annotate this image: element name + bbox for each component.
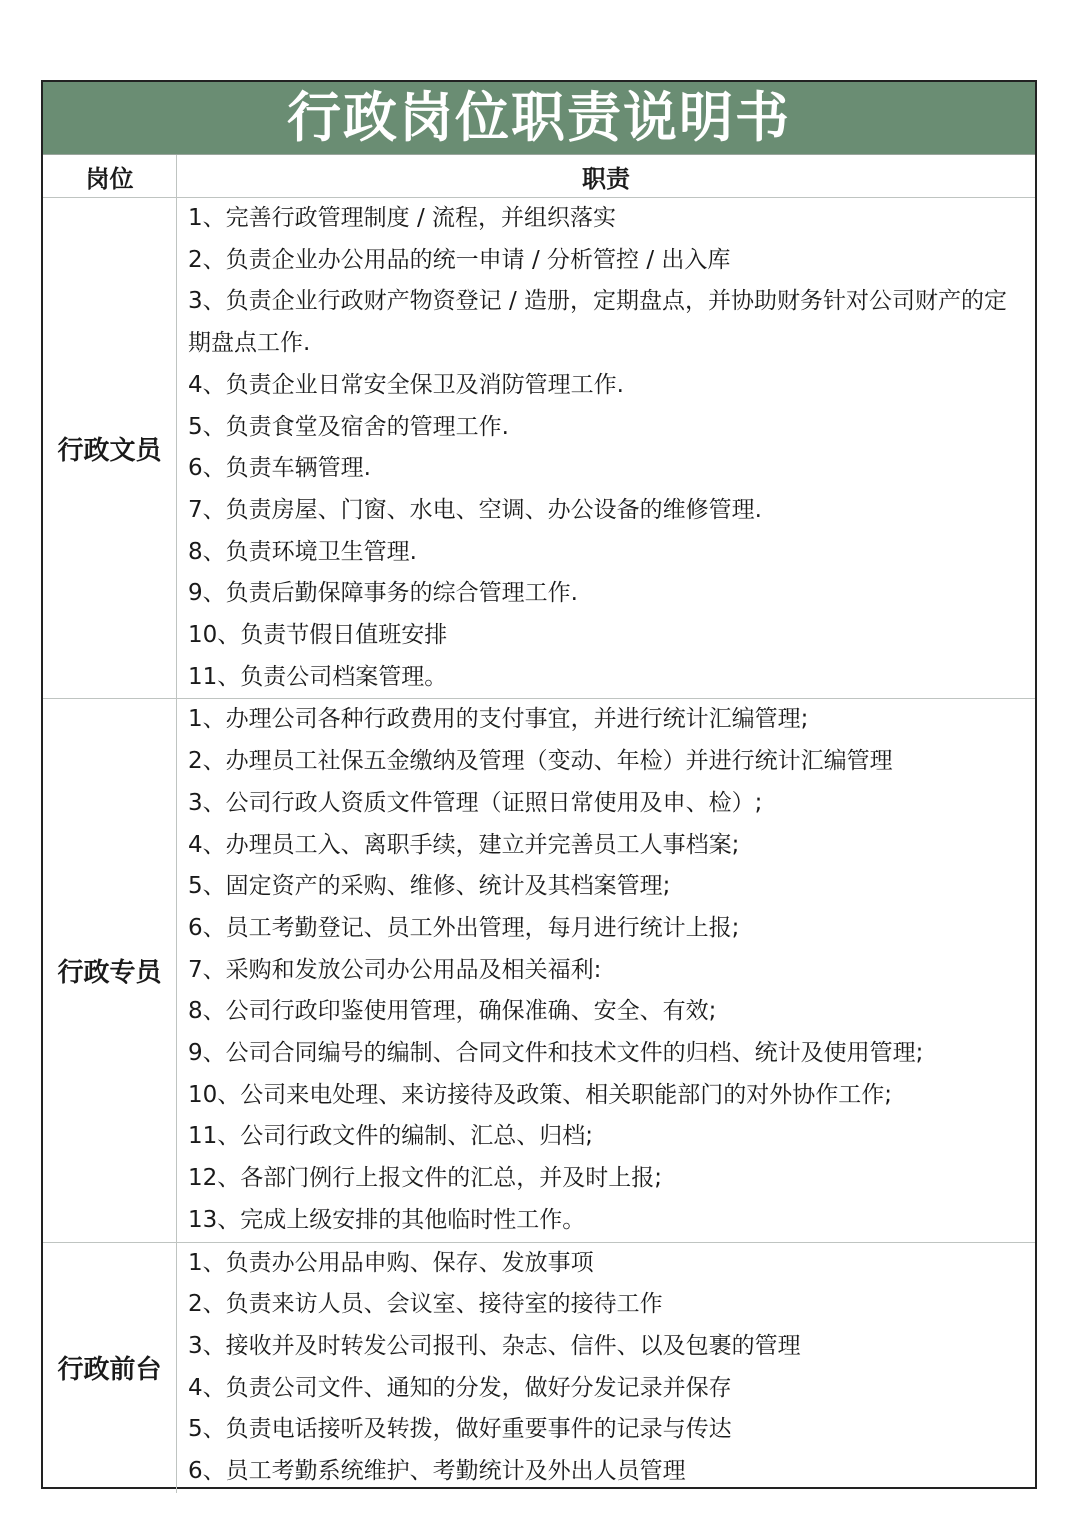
header-position-label: 岗位 — [85, 164, 134, 193]
duty-item: 1、完善行政管理制度 / 流程，并组织落实 — [188, 205, 617, 231]
header-duty-cell — [177, 155, 1035, 197]
header-position-cell — [43, 155, 177, 197]
duty-item: 5、负责食堂及宿舍的管理工作. — [188, 413, 509, 440]
section-admin-clerk — [43, 198, 1035, 699]
position-cell — [43, 699, 177, 1241]
duty-item: 12、各部门例行上报文件的汇总，并及时上报; — [188, 1165, 663, 1192]
section-front-desk — [43, 1243, 1035, 1493]
position-name: 行政文员 — [57, 435, 162, 466]
duty-item: 1、负责办公用品申购、保存、发放事项 — [188, 1249, 594, 1276]
duty-item: 13、完成上级安排的其他临时性工作。 — [188, 1206, 586, 1233]
duty-table — [41, 80, 1037, 1489]
duty-item: 8、负责环境卫生管理. — [188, 538, 417, 565]
duty-list — [177, 699, 1035, 1241]
duty-item: 2、负责来访人员、会议室、接待室的接待工作 — [188, 1291, 663, 1318]
duty-item: 5、固定资产的采购、维修、统计及其档案管理; — [188, 873, 671, 900]
duty-item: 6、负责车辆管理. — [188, 455, 371, 482]
duty-item: 2、负责企业办公用品的统一申请 / 分析管控 / 出入库 — [188, 246, 731, 273]
duty-item: 8、公司行政印鉴使用管理，确保准确、安全、有效; — [188, 998, 717, 1025]
position-name: 行政专员 — [57, 958, 162, 988]
table-header — [43, 155, 1035, 198]
duty-item: 11、负责公司档案管理。 — [188, 663, 448, 690]
duty-item: 3、接收并及时转发公司报刊、杂志、信件、以及包裹的管理 — [188, 1332, 801, 1359]
duty-item: 6、员工考勤系统维护、考勤统计及外出人员管理 — [188, 1458, 686, 1485]
duty-item: 11、公司行政文件的编制、汇总、归档; — [188, 1123, 594, 1150]
duty-item: 4、办理员工入、离职手续，建立并完善员工人事档案; — [188, 831, 740, 858]
position-cell — [43, 198, 177, 698]
duty-item: 4、负责公司文件、通知的分发，做好分发记录并保存 — [188, 1374, 732, 1401]
duty-item: 1、办理公司各种行政费用的支付事宜，并进行统计汇编管理; — [188, 706, 809, 733]
duty-list — [177, 1243, 1035, 1493]
page-title: 行政岗位职责说明书 — [287, 86, 791, 149]
section-admin-specialist — [43, 699, 1035, 1242]
duty-item: 5、负责电话接听及转拨，做好重要事件的记录与传达 — [188, 1416, 732, 1443]
duty-item: 7、负责房屋、门窗、水电、空调、办公设备的维修管理. — [188, 496, 762, 523]
duty-item: 4、负责企业日常安全保卫及消防管理工作. — [188, 371, 624, 398]
duty-item: 3、公司行政人资质文件管理（证照日常使用及申、检）; — [188, 789, 763, 816]
duty-item: 10、公司来电处理、来访接待及政策、相关职能部门的对外协作工作; — [188, 1081, 893, 1108]
duty-item: 7、采购和发放公司办公用品及相关福利: — [188, 956, 602, 983]
duty-item: 6、员工考勤登记、员工外出管理，每月进行统计上报; — [188, 914, 740, 941]
duty-list — [177, 198, 1035, 698]
duty-item: 9、负责后勤保障事务的综合管理工作. — [188, 580, 578, 607]
title-bar — [43, 82, 1035, 155]
duty-item: 9、公司合同编号的编制、合同文件和技术文件的归档、统计及使用管理; — [188, 1040, 924, 1067]
header-duty-label: 职责 — [582, 164, 630, 193]
position-name: 行政前台 — [57, 1355, 162, 1386]
position-cell — [43, 1243, 177, 1493]
duty-item: 2、办理员工社保五金缴纳及管理（变动、年检）并进行统计汇编管理 — [188, 748, 893, 775]
duty-item: 10、负责节假日值班安排 — [188, 622, 448, 649]
duty-item: 3、负责企业行政财产物资登记 / 造册，定期盘点，并协助财务针对公司财产的定期盘点工作. — [188, 288, 1008, 357]
